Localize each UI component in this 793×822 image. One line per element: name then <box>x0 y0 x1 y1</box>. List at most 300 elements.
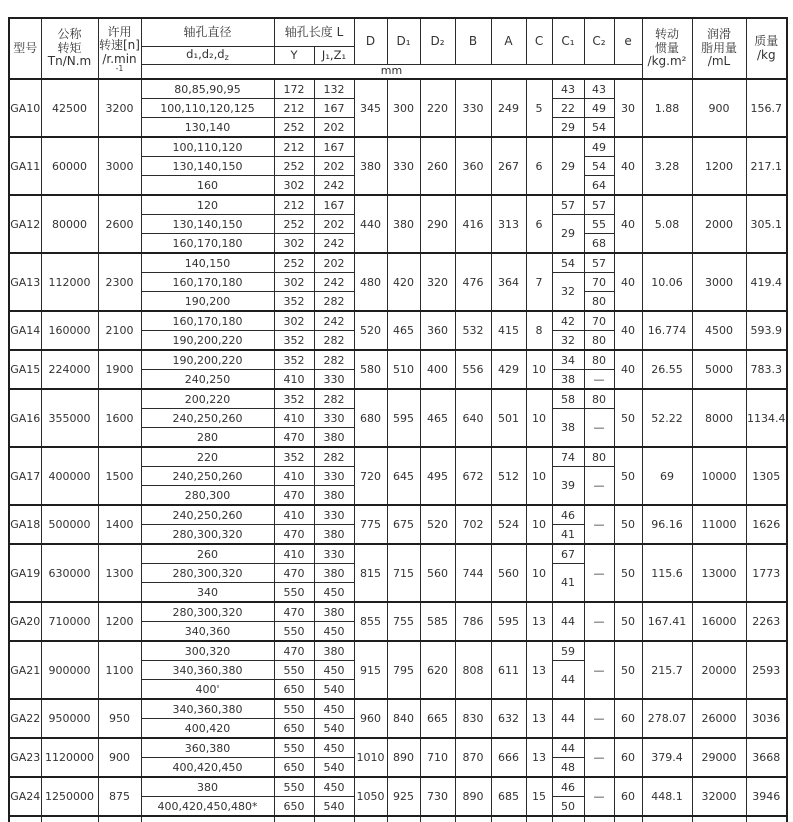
cell-length-J1Z1: 167 <box>314 137 354 157</box>
cell-bore-diameters: 280,300 <box>141 486 274 506</box>
cell-model: GA10 <box>9 79 41 137</box>
header-bore-length: 轴孔长度 L <box>274 18 354 47</box>
cell-model: GA14 <box>9 311 41 350</box>
cell-B: 702 <box>455 505 491 544</box>
cell-cutoff <box>746 816 787 822</box>
cell-length-Y: 470 <box>274 602 314 622</box>
cell-speed: 1600 <box>98 389 141 447</box>
cell-D1: 330 <box>387 137 420 195</box>
cell-A: 685 <box>491 777 526 816</box>
header-grease <box>692 18 746 79</box>
cell-inertia: 448.1 <box>642 777 692 816</box>
cell-C1: 44 <box>552 661 584 700</box>
table-row <box>9 505 787 525</box>
cell-C2: 80 <box>584 447 614 467</box>
cell-model: GA19 <box>9 544 41 602</box>
cell-mass: 1134.4 <box>746 389 787 447</box>
cell-length-Y: 410 <box>274 409 314 428</box>
cell-C1: 44 <box>552 602 584 641</box>
header-bore-diameter: 轴孔直径 <box>141 18 274 47</box>
cell-D2: 465 <box>420 389 455 447</box>
cell-D2: 620 <box>420 641 455 699</box>
cell-cutoff <box>41 816 98 822</box>
cell-model: GA20 <box>9 602 41 641</box>
cell-length-Y: 470 <box>274 641 314 661</box>
cell-bore-diameters: 190,200,220 <box>141 331 274 351</box>
cell-cutoff <box>420 816 455 822</box>
cell-length-J1Z1: 330 <box>314 370 354 390</box>
cell-length-J1Z1: 540 <box>314 719 354 739</box>
cell-length-J1Z1: 202 <box>314 215 354 234</box>
cell-D1: 675 <box>387 505 420 544</box>
cell-C: 13 <box>526 699 552 738</box>
header-mass-l1: 质量 <box>754 33 779 48</box>
cell-inertia: 52.22 <box>642 389 692 447</box>
cell-bore-diameters: 240,250 <box>141 370 274 390</box>
cell-length-J1Z1: 450 <box>314 777 354 797</box>
cell-C1: 74 <box>552 447 584 467</box>
cell-mass: 156.7 <box>746 79 787 137</box>
cell-D1: 795 <box>387 641 420 699</box>
cell-inertia: 3.28 <box>642 137 692 195</box>
cell-e: 50 <box>614 389 642 447</box>
cell-e: 50 <box>614 602 642 641</box>
cell-D: 1010 <box>354 738 387 777</box>
cell-length-Y: 172 <box>274 79 314 99</box>
cell-D: 720 <box>354 447 387 505</box>
cell-length-J1Z1: 242 <box>314 311 354 331</box>
cell-length-J1Z1: 282 <box>314 447 354 467</box>
cell-length-J1Z1: 132 <box>314 79 354 99</box>
cell-C1: 32 <box>552 331 584 351</box>
header-grease-l2: 脂用量 <box>701 40 738 55</box>
cell-bore-diameters: 340,360 <box>141 622 274 642</box>
cell-length-Y: 212 <box>274 99 314 118</box>
cell-bore-diameters: 340 <box>141 583 274 603</box>
cell-C1: 59 <box>552 641 584 661</box>
cell-length-Y: 550 <box>274 661 314 680</box>
cell-bore-diameters: 130,140,150 <box>141 157 274 176</box>
table-row <box>9 350 787 370</box>
cell-e: 40 <box>614 137 642 195</box>
cell-length-J1Z1: 450 <box>314 661 354 680</box>
cell-C2: 68 <box>584 234 614 254</box>
cell-length-J1Z1: 450 <box>314 622 354 642</box>
cell-C1: 54 <box>552 253 584 273</box>
cell-D1: 510 <box>387 350 420 389</box>
table-row <box>9 311 787 331</box>
cell-length-Y: 410 <box>274 505 314 525</box>
cell-length-Y: 212 <box>274 195 314 215</box>
cell-cutoff <box>552 816 584 822</box>
cell-C1: 46 <box>552 505 584 525</box>
cell-D: 480 <box>354 253 387 311</box>
cell-D2: 220 <box>420 79 455 137</box>
cell-cutoff <box>642 816 692 822</box>
cell-C2: 49 <box>584 137 614 157</box>
cell-grease: 10000 <box>692 447 746 505</box>
cell-speed: 2300 <box>98 253 141 311</box>
header-model: 型号 <box>9 18 41 79</box>
cell-C2: — <box>584 544 614 602</box>
cell-C1: 43 <box>552 79 584 99</box>
cell-C: 10 <box>526 447 552 505</box>
cell-C1: 57 <box>552 195 584 215</box>
cell-A: 560 <box>491 544 526 602</box>
cell-D2: 290 <box>420 195 455 253</box>
cell-inertia: 379.4 <box>642 738 692 777</box>
cell-C2: — <box>584 505 614 544</box>
cell-B: 640 <box>455 389 491 447</box>
cell-C1: 29 <box>552 118 584 138</box>
cell-B: 786 <box>455 602 491 641</box>
cell-cutoff <box>98 816 141 822</box>
cell-e: 40 <box>614 253 642 311</box>
cell-grease: 20000 <box>692 641 746 699</box>
cell-bore-diameters: 80,85,90,95 <box>141 79 274 99</box>
cell-length-Y: 252 <box>274 215 314 234</box>
header-length-J1Z1: J₁,Z₁ <box>314 47 354 65</box>
cell-grease: 1200 <box>692 137 746 195</box>
cell-C: 13 <box>526 641 552 699</box>
header-speed-l2: 转速[n] <box>99 38 140 53</box>
cell-length-J1Z1: 202 <box>314 157 354 176</box>
cell-length-J1Z1: 282 <box>314 350 354 370</box>
cell-C2: — <box>584 467 614 506</box>
cell-D: 915 <box>354 641 387 699</box>
cell-speed: 3200 <box>98 79 141 137</box>
cell-e: 40 <box>614 350 642 389</box>
cell-inertia: 5.08 <box>642 195 692 253</box>
table-row <box>9 738 787 758</box>
cell-model: GA15 <box>9 350 41 389</box>
cell-model: GA21 <box>9 641 41 699</box>
cell-bore-diameters: 400,420,450 <box>141 758 274 778</box>
cell-C1: 46 <box>552 777 584 797</box>
cell-model: GA23 <box>9 738 41 777</box>
cell-length-Y: 470 <box>274 564 314 583</box>
cell-C1: 22 <box>552 99 584 118</box>
cell-length-J1Z1: 167 <box>314 195 354 215</box>
cell-C1: 29 <box>552 215 584 254</box>
cell-bore-diameters: 100,110,120 <box>141 137 274 157</box>
cell-D: 855 <box>354 602 387 641</box>
cell-e: 50 <box>614 447 642 505</box>
cell-length-Y: 352 <box>274 331 314 351</box>
cell-e: 40 <box>614 311 642 350</box>
cell-length-Y: 352 <box>274 350 314 370</box>
cell-D2: 520 <box>420 505 455 544</box>
cell-length-Y: 470 <box>274 428 314 448</box>
cell-C2: 57 <box>584 253 614 273</box>
cell-C2: 70 <box>584 311 614 331</box>
cell-bore-diameters: 400' <box>141 680 274 700</box>
cell-D2: 320 <box>420 253 455 311</box>
cell-length-J1Z1: 380 <box>314 525 354 545</box>
cell-length-Y: 650 <box>274 719 314 739</box>
cell-B: 330 <box>455 79 491 137</box>
header-torque-l3: Tn/N.m <box>47 54 92 69</box>
cell-C: 6 <box>526 137 552 195</box>
cell-C1: 50 <box>552 797 584 817</box>
header-inertia-l1: 转动 <box>655 26 680 41</box>
cell-inertia: 96.16 <box>642 505 692 544</box>
cell-C2: 54 <box>584 118 614 138</box>
cell-A: 595 <box>491 602 526 641</box>
cell-B: 556 <box>455 350 491 389</box>
cell-bore-diameters: 140,150 <box>141 253 274 273</box>
cell-length-Y: 550 <box>274 777 314 797</box>
header-torque <box>41 18 98 79</box>
cell-grease: 8000 <box>692 389 746 447</box>
cell-length-J1Z1: 380 <box>314 602 354 622</box>
cell-speed: 875 <box>98 777 141 816</box>
header-dim-C1: C₁ <box>552 18 584 65</box>
cell-mass: 3036 <box>746 699 787 738</box>
cell-e: 50 <box>614 505 642 544</box>
cell-bore-diameters: 300,320 <box>141 641 274 661</box>
cell-C1: 58 <box>552 389 584 409</box>
cell-B: 890 <box>455 777 491 816</box>
cell-D1: 840 <box>387 699 420 738</box>
header-mass-l2: /kg <box>756 47 776 62</box>
cell-D1: 465 <box>387 311 420 350</box>
cell-inertia: 69 <box>642 447 692 505</box>
cell-A: 249 <box>491 79 526 137</box>
cell-D2: 560 <box>420 544 455 602</box>
cell-bore-diameters: 400,420 <box>141 719 274 739</box>
cell-length-Y: 650 <box>274 797 314 817</box>
cell-B: 672 <box>455 447 491 505</box>
cut-off-row <box>9 816 787 822</box>
cell-torque: 630000 <box>41 544 98 602</box>
cell-length-Y: 212 <box>274 137 314 157</box>
cell-bore-diameters: 340,360,380 <box>141 699 274 719</box>
table-row <box>9 602 787 622</box>
cell-C1: 42 <box>552 311 584 331</box>
cell-e: 50 <box>614 544 642 602</box>
cell-cutoff <box>9 816 41 822</box>
cell-C: 7 <box>526 253 552 311</box>
cell-D2: 585 <box>420 602 455 641</box>
cell-bore-diameters: 120 <box>141 195 274 215</box>
cell-bore-diameters: 160,170,180 <box>141 234 274 254</box>
cell-D1: 925 <box>387 777 420 816</box>
cell-mass: 419.4 <box>746 253 787 311</box>
cell-bore-diameters: 240,250,260 <box>141 505 274 525</box>
cell-bore-diameters: 360,380 <box>141 738 274 758</box>
cell-torque: 42500 <box>41 79 98 137</box>
cell-inertia: 115.6 <box>642 544 692 602</box>
cell-length-J1Z1: 242 <box>314 273 354 292</box>
cell-cutoff <box>692 816 746 822</box>
cell-C2: — <box>584 699 614 738</box>
cell-grease: 11000 <box>692 505 746 544</box>
header-dim-D1: D₁ <box>387 18 420 65</box>
cell-inertia: 26.55 <box>642 350 692 389</box>
table-row <box>9 137 787 157</box>
cell-bore-diameters: 380 <box>141 777 274 797</box>
cell-C1: 29 <box>552 137 584 195</box>
cell-B: 830 <box>455 699 491 738</box>
cell-cutoff <box>314 816 354 822</box>
cell-C2: 55 <box>584 215 614 234</box>
cell-model: GA22 <box>9 699 41 738</box>
cell-length-J1Z1: 330 <box>314 505 354 525</box>
cell-inertia: 1.88 <box>642 79 692 137</box>
cell-length-J1Z1: 450 <box>314 699 354 719</box>
cell-length-Y: 352 <box>274 389 314 409</box>
cell-bore-diameters: 130,140 <box>141 118 274 138</box>
cell-length-Y: 252 <box>274 118 314 138</box>
cell-D2: 360 <box>420 311 455 350</box>
cell-length-J1Z1: 282 <box>314 331 354 351</box>
cell-length-Y: 470 <box>274 525 314 545</box>
header-speed-exponent: -1 <box>115 64 124 74</box>
cell-cutoff <box>354 816 387 822</box>
cell-C2: 80 <box>584 350 614 370</box>
cell-B: 476 <box>455 253 491 311</box>
cell-length-J1Z1: 450 <box>314 583 354 603</box>
cell-bore-diameters: 190,200,220 <box>141 350 274 370</box>
cell-C: 10 <box>526 389 552 447</box>
cell-bore-diameters: 190,200 <box>141 292 274 312</box>
header-torque-l1: 公称 <box>57 26 82 41</box>
cell-C: 13 <box>526 602 552 641</box>
cell-C1: 38 <box>552 409 584 448</box>
cell-A: 512 <box>491 447 526 505</box>
cell-bore-diameters: 240,250,260 <box>141 467 274 486</box>
cell-A: 611 <box>491 641 526 699</box>
cell-D: 440 <box>354 195 387 253</box>
table-row <box>9 544 787 564</box>
cell-length-Y: 410 <box>274 370 314 390</box>
cell-length-J1Z1: 242 <box>314 234 354 254</box>
cell-D1: 595 <box>387 389 420 447</box>
cell-length-Y: 550 <box>274 583 314 603</box>
cell-torque: 500000 <box>41 505 98 544</box>
cell-C: 10 <box>526 544 552 602</box>
cell-A: 524 <box>491 505 526 544</box>
header-speed-l1: 许用 <box>107 24 132 39</box>
cell-B: 870 <box>455 738 491 777</box>
cell-C: 8 <box>526 311 552 350</box>
cell-model: GA16 <box>9 389 41 447</box>
cell-D1: 300 <box>387 79 420 137</box>
cell-C1: 39 <box>552 467 584 506</box>
cell-D2: 400 <box>420 350 455 389</box>
cell-bore-diameters: 160,170,180 <box>141 273 274 292</box>
cell-C2: 64 <box>584 176 614 196</box>
cell-C2: 43 <box>584 79 614 99</box>
cell-length-J1Z1: 540 <box>314 797 354 817</box>
cell-length-Y: 550 <box>274 738 314 758</box>
cell-grease: 29000 <box>692 738 746 777</box>
cell-bore-diameters: 160,170,180 <box>141 311 274 331</box>
cell-speed: 1100 <box>98 641 141 699</box>
cell-D: 775 <box>354 505 387 544</box>
table-row <box>9 79 787 99</box>
header-inertia <box>642 18 692 79</box>
cell-D2: 495 <box>420 447 455 505</box>
cell-D: 345 <box>354 79 387 137</box>
header-dim-B: B <box>455 18 491 65</box>
cell-torque: 710000 <box>41 602 98 641</box>
cell-grease: 32000 <box>692 777 746 816</box>
header-bore-diameter-symbols: $d_1,d_2,d_z$ <box>141 47 274 65</box>
cell-inertia: 10.06 <box>642 253 692 311</box>
header-dim-A: A <box>491 18 526 65</box>
cell-C1: 38 <box>552 370 584 390</box>
cell-speed: 2100 <box>98 311 141 350</box>
cell-A: 429 <box>491 350 526 389</box>
cell-length-J1Z1: 330 <box>314 467 354 486</box>
cell-length-J1Z1: 540 <box>314 758 354 778</box>
cell-bore-diameters: 100,110,120,125 <box>141 99 274 118</box>
cell-B: 808 <box>455 641 491 699</box>
cell-speed: 950 <box>98 699 141 738</box>
cell-D2: 730 <box>420 777 455 816</box>
cell-length-Y: 302 <box>274 311 314 331</box>
cell-C1: 44 <box>552 738 584 758</box>
cell-e: 30 <box>614 79 642 137</box>
cell-length-Y: 302 <box>274 234 314 254</box>
cell-e: 60 <box>614 777 642 816</box>
cell-grease: 5000 <box>692 350 746 389</box>
header-inertia-l2: 惯量 <box>655 40 680 55</box>
cell-bore-diameters: 240,250,260 <box>141 409 274 428</box>
cell-torque: 1250000 <box>41 777 98 816</box>
cell-C2: — <box>584 370 614 390</box>
cell-grease: 26000 <box>692 699 746 738</box>
cell-length-J1Z1: 282 <box>314 389 354 409</box>
cell-mass: 305.1 <box>746 195 787 253</box>
cell-C1: 41 <box>552 564 584 603</box>
cell-length-J1Z1: 380 <box>314 428 354 448</box>
cell-length-J1Z1: 202 <box>314 253 354 273</box>
header-inertia-l3: /kg.m² <box>647 54 687 69</box>
cell-bore-diameters: 280,300,320 <box>141 525 274 545</box>
cell-length-Y: 650 <box>274 758 314 778</box>
cell-speed: 1900 <box>98 350 141 389</box>
cell-D: 520 <box>354 311 387 350</box>
cell-mass: 2593 <box>746 641 787 699</box>
cell-bore-diameters: 260 <box>141 544 274 564</box>
cell-torque: 80000 <box>41 195 98 253</box>
cell-grease: 4500 <box>692 311 746 350</box>
header-speed <box>98 18 141 79</box>
cell-D: 380 <box>354 137 387 195</box>
cell-speed: 900 <box>98 738 141 777</box>
cell-D: 960 <box>354 699 387 738</box>
cell-C2: 80 <box>584 389 614 409</box>
cell-model: GA11 <box>9 137 41 195</box>
cell-grease: 2000 <box>692 195 746 253</box>
header-dim-C: C <box>526 18 552 65</box>
cell-torque: 60000 <box>41 137 98 195</box>
cell-inertia: 278.07 <box>642 699 692 738</box>
cell-C: 13 <box>526 738 552 777</box>
table-row <box>9 253 787 273</box>
cell-model: GA18 <box>9 505 41 544</box>
cell-length-Y: 252 <box>274 157 314 176</box>
cell-C2: — <box>584 602 614 641</box>
cell-D1: 755 <box>387 602 420 641</box>
cell-e: 40 <box>614 195 642 253</box>
cell-C1: 48 <box>552 758 584 778</box>
cell-B: 744 <box>455 544 491 602</box>
cell-length-Y: 410 <box>274 544 314 564</box>
